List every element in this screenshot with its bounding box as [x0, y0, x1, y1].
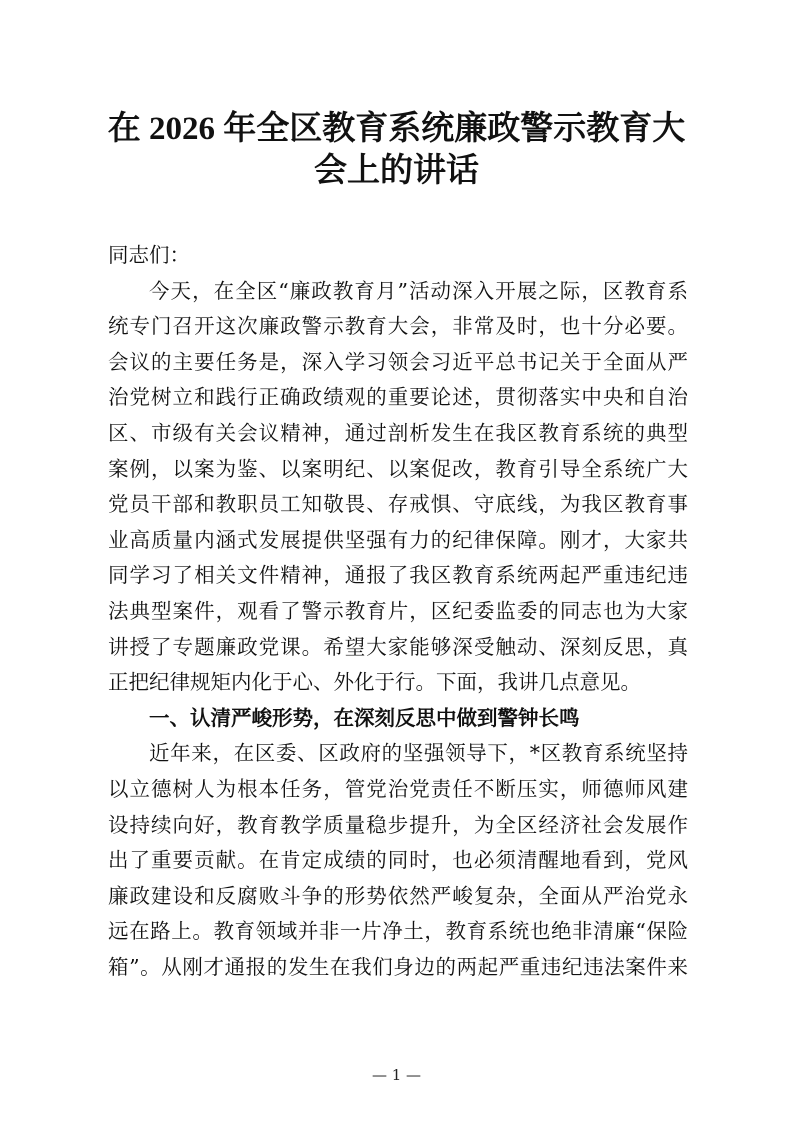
text-line: 案例，以案为鉴、以案明纪、以案促改，教育引导全系统广大: [108, 456, 688, 481]
text-line: 今天，在全区“廉政教育月”活动深入开展之际，区教育系: [149, 278, 688, 303]
text-line: 出了重要贡献。在肯定成绩的同时，也必须清醒地看到，党风: [108, 848, 688, 873]
text-line: 业高质量内涵式发展提供坚强有力的纪律保障。刚才，大家共: [108, 527, 688, 552]
document-body: [108, 238, 688, 985]
text-line: 讲授了专题廉政党课。希望大家能够深受触动、深刻反思，真: [108, 634, 688, 659]
title-line: 在 2026 年全区教育系统廉政警示教育大: [107, 111, 686, 147]
text-line: 法典型案件，观看了警示教育片，区纪委监委的同志也为大家: [108, 598, 688, 623]
salutation: 同志们：: [108, 243, 190, 267]
text-line: 近年来，在区委、区政府的坚强领导下，*区教育系统坚持: [149, 741, 688, 766]
text-line: 正把纪律规矩内化于心、外化于行。下面，我讲几点意见。: [108, 670, 641, 695]
text-line: 远在路上。教育领域并非一片净土，教育系统也绝非清廉“保险: [108, 919, 688, 944]
text-line: 同学习了相关文件精神，通报了我区教育系统两起严重违纪违: [108, 563, 688, 588]
text-line: 治党树立和践行正确政绩观的重要论述，贯彻落实中央和自治: [108, 385, 688, 410]
paragraph-2: [108, 736, 688, 985]
text-line: 设持续向好，教育教学质量稳步提升，为全区经济社会发展作: [108, 812, 688, 837]
section-heading-1: 一、认清严峻形势，在深刻反思中做到警钟长鸣: [149, 705, 580, 730]
text-line: 箱”。从刚才通报的发生在我们身边的两起严重违纪违法案件来: [108, 954, 688, 979]
page-number: — 1 —: [371, 1066, 422, 1084]
text-line: 统专门召开这次廉政警示教育大会，非常及时，也十分必要。: [108, 314, 688, 339]
paragraph-1: [108, 274, 688, 701]
text-line: 党员干部和教职员工知敬畏、存戒惧、守底线，为我区教育事: [108, 492, 688, 517]
document-title: [90, 108, 703, 192]
text-line: 廉政建设和反腐败斗争的形势依然严峻复杂，全面从严治党永: [108, 883, 688, 908]
title-line: 会上的讲话: [314, 153, 479, 189]
text-line: 会议的主要任务是，深入学习领会习近平总书记关于全面从严: [108, 349, 688, 374]
text-line: 以立德树人为根本任务，管党治党责任不断压实，师德师风建: [108, 776, 688, 801]
text-line: 区、市级有关会议精神，通过剖析发生在我区教育系统的典型: [108, 420, 688, 445]
